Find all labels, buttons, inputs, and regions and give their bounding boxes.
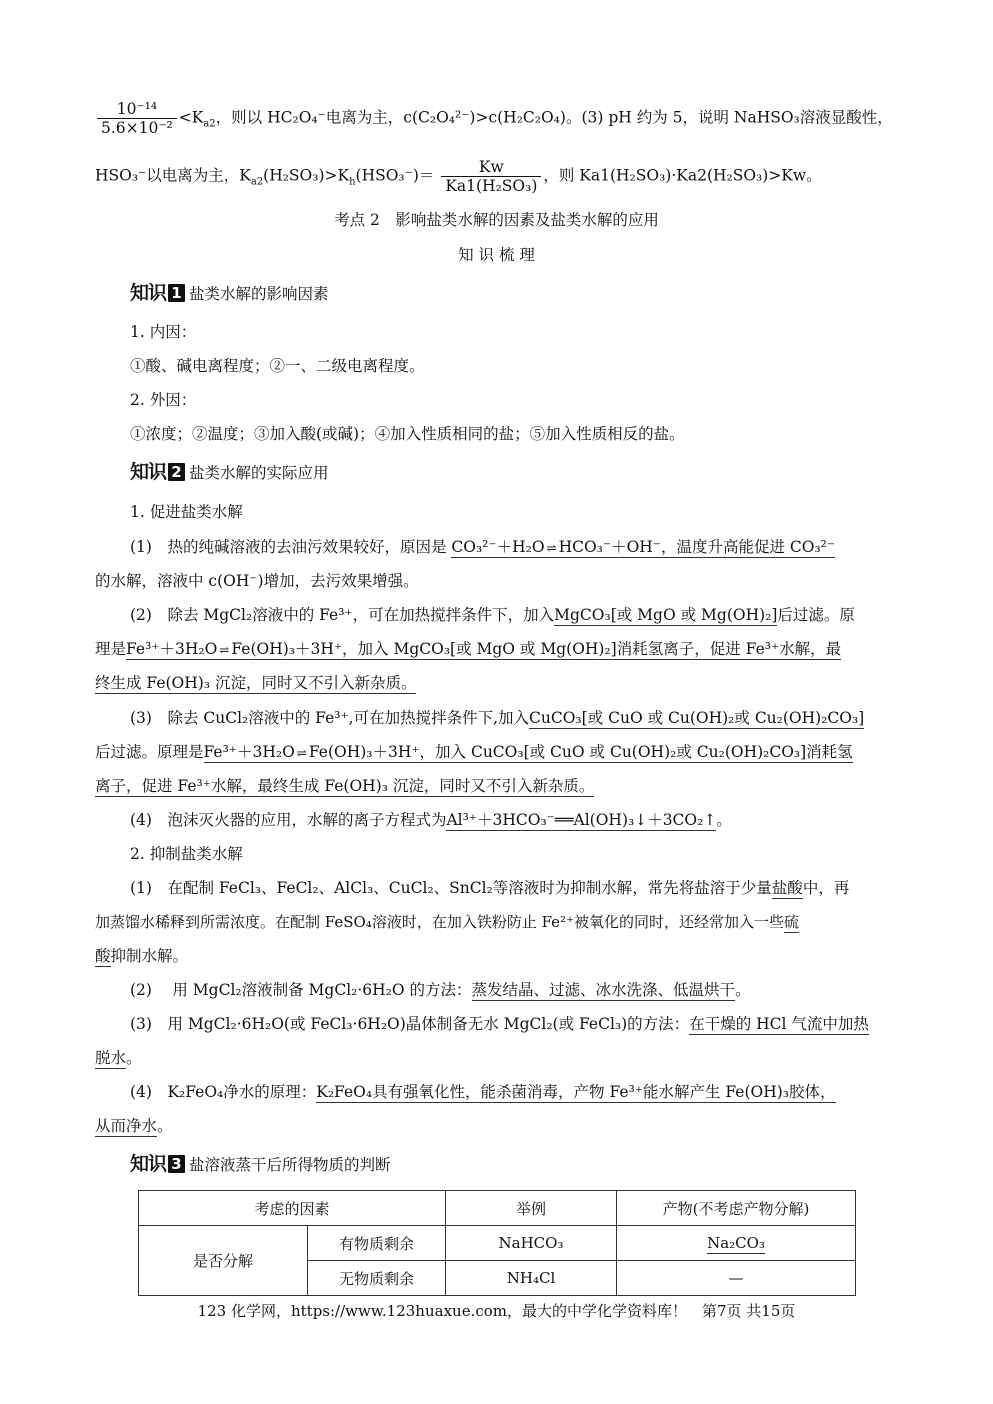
k2-b4-l2-answer: 从而净水 — [95, 1117, 158, 1135]
knowledge-badge-1 — [130, 283, 185, 303]
reversible-arrow-icon: ⇌ — [546, 541, 557, 555]
k2-b3-pre: (3) 用 MgCl₂·6H₂O(或 FeCl₃·6H₂O)晶体制备无水 MgCl₂(或 FeCl₃)的方法： — [130, 1015, 690, 1033]
table-header-row — [139, 1191, 856, 1226]
k2-a2-l2-pre: 理是 — [95, 640, 127, 658]
fraction-1 — [97, 100, 177, 137]
section-title: 考点 2 影响盐类水解的因素及盐类水解的应用 — [334, 211, 659, 229]
k1-paragraph-3: 2. 外因： — [130, 391, 197, 409]
badge-number: 3 — [168, 1155, 185, 1173]
table-header: 考虑的因素 — [139, 1191, 446, 1226]
top-line-1-text: ，则以 HC₂O₄⁻电离为主，c(C₂O₄²⁻)>c(H₂C₂O₄)。(3) pH 约为 5，说明 NaHSO₃溶液显酸性， — [215, 108, 893, 127]
top-line-1-k: <K — [178, 108, 204, 127]
badge-number: 2 — [168, 463, 185, 481]
k2-b3-line-2 — [95, 1048, 142, 1068]
knowledge-badge-3 — [130, 1154, 185, 1174]
k2-a2-l2-answer-2: Fe(OH)₃＋3H⁺，加入 MgCO₃[或 MgO 或 Mg(OH)₂]消耗氢离子，促进 Fe³⁺水解，最 — [231, 640, 842, 658]
k2-b1-l2-pre: 加蒸馏水稀释到所需浓度。在配制 FeSO₄溶液时，在加入铁粉防止 Fe²⁺被氧化的同时，还经常加入一些 — [95, 913, 784, 931]
k2-a1-line-1 — [130, 537, 835, 558]
fraction-2-numerator: Kw — [441, 158, 541, 177]
table-cell: 有物质剩余 — [308, 1226, 446, 1261]
k2-b3-l2-post: 。 — [126, 1049, 142, 1067]
top-line-2-sub-a: a2 — [250, 176, 264, 188]
fraction-1-numerator: 10⁻¹⁴ — [97, 100, 177, 119]
k2-b1-l1-pre: (1) 在配制 FeCl₃、FeCl₂、AlCl₃、CuCl₂、SnCl₂等溶液时为抑制水解，常先将盐溶于少量 — [130, 879, 772, 897]
table-cell: NaHCO₃ — [446, 1226, 617, 1261]
k2-b1-l3-post: 抑制水解。 — [110, 947, 189, 965]
k2-a4-line — [130, 810, 732, 830]
table-cell — [617, 1226, 856, 1261]
k2-a4-post: 。 — [716, 811, 732, 829]
k2-a2-line-2 — [95, 639, 841, 660]
k2-a3-l2-answer-1: Fe³⁺＋3H₂O — [203, 743, 295, 761]
k2-a1-answer-2: HCO₃⁻＋OH⁻，温度升高能促进 CO₃²⁻ — [558, 538, 836, 556]
k2-a2-l2-answer-1: Fe³⁺＋3H₂O — [126, 640, 218, 658]
reversible-arrow-icon: ⇌ — [219, 643, 230, 657]
table-cell-answer: Na₂CO₃ — [707, 1234, 765, 1252]
k2-a3-line-2 — [95, 742, 853, 763]
k1-paragraph-1: 1. 内因： — [130, 323, 197, 341]
table-cell: — — [617, 1261, 856, 1296]
top-line-1-sub: a2 — [203, 118, 216, 130]
k2-a2-answer: MgCO₃[或 MgO 或 Mg(OH)₂] — [554, 606, 778, 624]
k2-b1-l1-post: 中，再 — [802, 879, 850, 897]
fraction-1-denominator: 5.6×10⁻² — [101, 119, 173, 137]
k2-heading-2: 2. 抑制盐类水解 — [130, 845, 243, 863]
badge-label: 知识 — [130, 1153, 167, 1175]
k2-a2-l2-answer — [126, 640, 841, 660]
page-footer: 123 化学网，https://www.123huaxue.com，最大的中学化学资料库！ 第7页 共15页 — [197, 1302, 796, 1320]
k2-b4-l2-post: 。 — [157, 1117, 173, 1135]
subsection-title: 知 识 梳 理 — [458, 246, 535, 264]
k2-b3-l2-answer: 脱水 — [95, 1049, 127, 1067]
top-line-2-sub-h: h — [349, 176, 356, 188]
table-row — [139, 1226, 856, 1261]
k2-a1-line-2: 的水解，溶液中 c(OH⁻)增加，去污效果增强。 — [95, 572, 419, 590]
k2-b2-pre: (2) 用 MgCl₂溶液制备 MgCl₂·6H₂O 的方法： — [130, 981, 472, 999]
knowledge-2-title: 盐类水解的实际应用 — [189, 464, 329, 482]
badge-label: 知识 — [130, 461, 167, 483]
k2-a3-l3-answer: 离子，促进 Fe³⁺水解，最终生成 Fe(OH)₃ 沉淀，同时又不引入新杂质。 — [95, 777, 595, 795]
k2-b3-answer: 在干燥的 HCl 气流中加热 — [689, 1015, 869, 1033]
top-line-2-mid2: (HSO₃⁻)＝ — [355, 166, 435, 185]
k1-paragraph-2: ①酸、碱电离程度；②一、二级电离程度。 — [130, 357, 425, 375]
reversible-arrow-icon: ⇌ — [296, 746, 307, 760]
table-header: 举例 — [446, 1191, 617, 1226]
knowledge-3-heading — [130, 1154, 391, 1175]
badge-label: 知识 — [130, 282, 167, 304]
k2-a4-answer: Al³⁺＋3HCO₃⁻══Al(OH)₃↓＋3CO₂↑ — [446, 811, 717, 829]
k2-b2-post: 。 — [735, 981, 751, 999]
k2-a1-pre: (1) 热的纯碱溶液的去油污效果较好，原因是 — [130, 538, 447, 556]
table-cell: 无物质剩余 — [308, 1261, 446, 1296]
k2-b3-line-1 — [130, 1014, 869, 1034]
knowledge-1-title: 盐类水解的影响因素 — [189, 285, 329, 303]
k2-a2-line-3 — [95, 673, 416, 693]
k2-b4-answer: K₂FeO₄具有强氧化性，能杀菌消毒，产物 Fe³⁺能水解产生 Fe(OH)₃胶体， — [316, 1083, 836, 1101]
k2-a4-pre: (4) 泡沫灭火器的应用，水解的离子方程式为 — [130, 811, 447, 829]
table-cell: NH₄Cl — [446, 1261, 617, 1296]
k2-a2-pre: (2) 除去 MgCl₂溶液中的 Fe³⁺，可在加热搅拌条件下，加入 — [130, 606, 555, 624]
top-line-2 — [95, 158, 822, 195]
k2-b1-l3-answer: 酸 — [95, 947, 111, 965]
k2-b4-line-1 — [130, 1082, 836, 1102]
knowledge-badge-2 — [130, 462, 185, 482]
badge-number: 1 — [168, 284, 185, 302]
k2-b1-line-2 — [95, 912, 799, 932]
k2-b2-answer: 蒸发结晶、过滤、冰水洗涤、低温烘干 — [471, 981, 736, 999]
k2-a2-post: 后过滤。原 — [777, 606, 855, 624]
k2-a3-answer: CuCO₃[或 CuO 或 Cu(OH)₂或 Cu₂(OH)₂CO₃] — [529, 709, 865, 727]
k2-a3-l2-answer — [204, 743, 853, 763]
fraction-2-denominator: Ka1(H₂SO₃) — [445, 177, 538, 195]
top-line-1 — [95, 100, 893, 137]
k2-a3-l2-answer-2: Fe(OH)₃＋3H⁺，加入 CuCO₃[或 CuO 或 Cu(OH)₂或 Cu₂(OH)₂CO₃]消耗氢 — [308, 743, 853, 761]
k2-b4-pre: (4) K₂FeO₄净水的原理： — [130, 1083, 317, 1101]
table-cell-group: 是否分解 — [139, 1226, 308, 1296]
k2-a3-line-3 — [95, 776, 594, 796]
knowledge-3-title: 盐溶液蒸干后所得物质的判断 — [189, 1156, 391, 1174]
k2-b4-line-2 — [95, 1116, 173, 1136]
k2-a3-l2-pre: 后过滤。原理是 — [95, 743, 204, 761]
k2-b1-l1-answer: 盐酸 — [771, 879, 803, 897]
k2-a1-answer-1: CO₃²⁻＋H₂O — [451, 538, 545, 556]
table-header: 产物(不考虑产物分解) — [617, 1191, 856, 1226]
k1-paragraph-4: ①浓度；②温度；③加入酸(或碱)；④加入性质相同的盐；⑤加入性质相反的盐。 — [130, 425, 685, 443]
k2-a3-line-1 — [130, 708, 864, 728]
top-line-2-mid: (H₂SO₃)>K — [263, 166, 350, 185]
top-line-2-post: ，则 Ka1(H₂SO₃)·Ka2(H₂SO₃)>Kw。 — [543, 166, 822, 185]
k2-a2-line-1 — [130, 605, 855, 625]
k2-a3-pre: (3) 除去 CuCl₂溶液中的 Fe³⁺,可在加热搅拌条件下,加入 — [130, 709, 530, 727]
k2-b2-line — [130, 980, 751, 1000]
k2-a2-l3-answer: 终生成 Fe(OH)₃ 沉淀，同时又不引入新杂质。 — [95, 674, 417, 692]
evaporation-table — [138, 1190, 856, 1296]
top-line-2-pre: HSO₃⁻以电离为主，K — [95, 166, 251, 185]
k2-b1-line-1 — [130, 878, 849, 898]
knowledge-1-heading — [130, 283, 329, 304]
k2-heading-1: 1. 促进盐类水解 — [130, 503, 243, 521]
k2-b1-l2-answer: 硫 — [784, 913, 800, 931]
fraction-2 — [441, 158, 541, 195]
k2-b1-line-3 — [95, 946, 188, 966]
k2-a1-answer — [451, 538, 835, 558]
knowledge-2-heading — [130, 462, 329, 483]
